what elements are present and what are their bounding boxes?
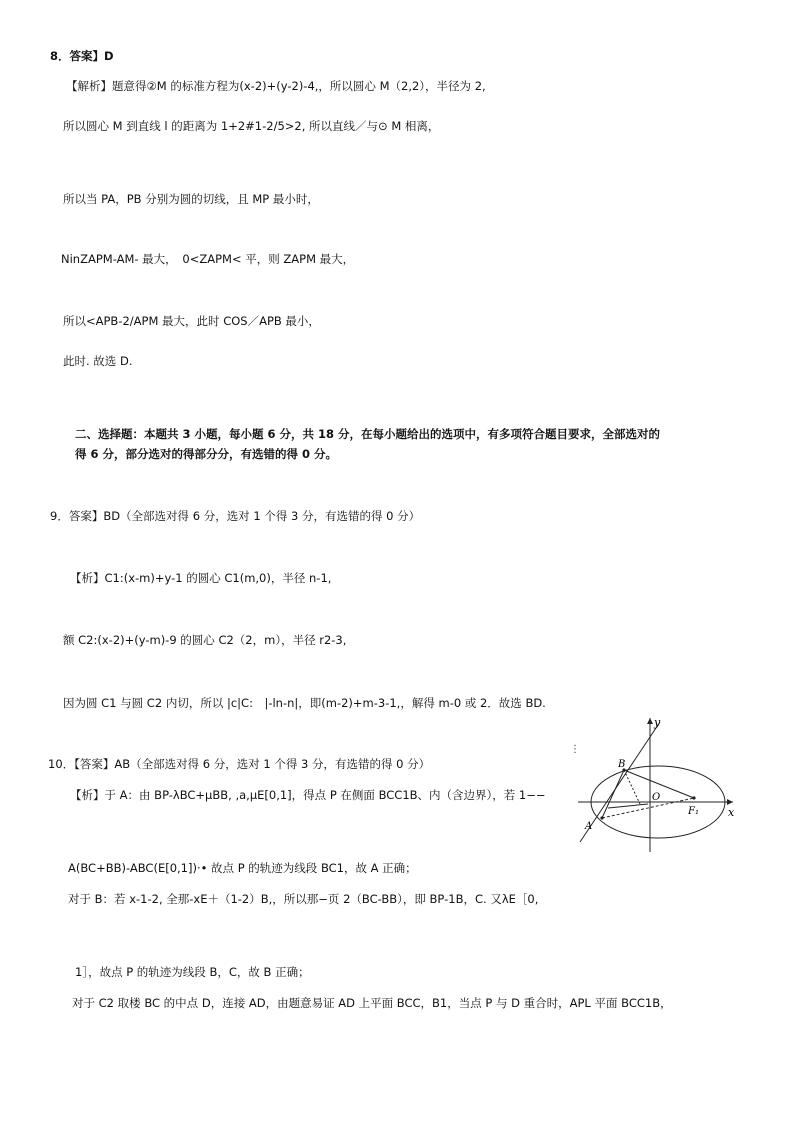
- segment-ba: [602, 770, 624, 818]
- label-o: O: [652, 792, 661, 803]
- q10-analysis-line-5: 对于 C2 取楼 BC 的中点 D，连接 AD，由题意易证 AD 上平面 BCC，B1，当点 P 与 D 重合时，APL 平面 BCC1B，: [72, 996, 672, 1010]
- x-axis-arrow: [727, 799, 733, 805]
- q9-analysis-line-2: 额 C2:(x-2)+(y-m)-9 的圆心 C2（2，m），半径 r2-3,: [63, 633, 347, 647]
- q10-answer: 10．【答案】AB（全部选对得 6 分，选对 1 个得 3 分，有选错的得 0 分）: [48, 757, 431, 771]
- label-f1: F₁: [688, 806, 699, 817]
- q10-analysis-line-2: A(BC+BB)-ABC(E[0,1])·• 故点 P 的轨迹为线段 BC1，故 A 正确；: [68, 861, 417, 875]
- section-2-heading-line-2: 得 6 分，部分选对的得部分分，有选错的得 0 分。: [75, 447, 338, 461]
- q9-analysis-line-1: 【析】C1:(x-m)+y-1 的圆心 C1(m,0)，半径 n-1,: [70, 571, 332, 585]
- q8-answer: 8．答案】D: [50, 49, 114, 63]
- point-f: [692, 796, 695, 799]
- segment-inner: [608, 804, 648, 808]
- label-y: y: [654, 716, 661, 729]
- point-a: [600, 816, 603, 819]
- q9-answer: 9．答案】BD（全部选对得 6 分，选对 1 个得 3 分，有选错的得 0 分）: [50, 509, 421, 523]
- q9-analysis-line-3: 因为圆 C1 与圆 C2 内切，所以 |c|C: |-ln-n|，即(m-2)+m-3-1,，解得 m-0 或 2．故选 BD.: [63, 696, 546, 710]
- label-b: B: [618, 759, 626, 770]
- q10-analysis-line-3: 对于 B：若 x-1-2, 全那-xE＋（1-2）B,，所以那−页 2（BC-BB），即 BP-1B，C. 又λE［0,: [68, 892, 539, 906]
- q8-analysis-line-4: NinZAPM-AM- 最大， 0<ZAPM< 平，则 ZAPM 最大，: [61, 252, 355, 266]
- q8-analysis-line-1: 【解析】题意得②M 的标准方程为(x-2)+(y-2)-4,，所以圆心 M（2,2），半径为 2,: [66, 79, 486, 93]
- section-2-heading-line-1: 二、选择题：本题共 3 小题，每小题 6 分，共 18 分，在每小题给出的选项中，有多项符合题目要求，全部选对的: [75, 427, 661, 441]
- q10-analysis-line-4: 1］，故点 P 的轨迹为线段 B，C，故 B 正确；: [75, 965, 310, 979]
- q10-analysis-line-1: 【析】于 A：由 BP-λBC+μBB, ,a,μE[0,1]，得点 P 在侧面 BCC1B、内（含边界），若 1−−: [70, 788, 546, 802]
- y-axis-arrow: [647, 718, 653, 724]
- label-a: A: [585, 821, 593, 832]
- ellipse-figure: [578, 714, 738, 852]
- label-x: x: [728, 806, 735, 819]
- q8-analysis-line-2: 所以圆心 M 到直线 l 的距离为 1+2#1-2/5>2, 所以直线／与⊙ M 相离，: [63, 119, 440, 133]
- q8-analysis-line-3: 所以当 PA，PB 分别为圆的切线，且 MP 最小时，: [63, 192, 319, 206]
- q8-analysis-line-6: 此时. 故选 D.: [63, 354, 133, 368]
- segment-af: [602, 798, 694, 818]
- q8-analysis-line-5: 所以<APB-2/APM 最大，此时 COS／APB 最小，: [63, 314, 320, 328]
- margin-dots: ⋮: [570, 744, 580, 755]
